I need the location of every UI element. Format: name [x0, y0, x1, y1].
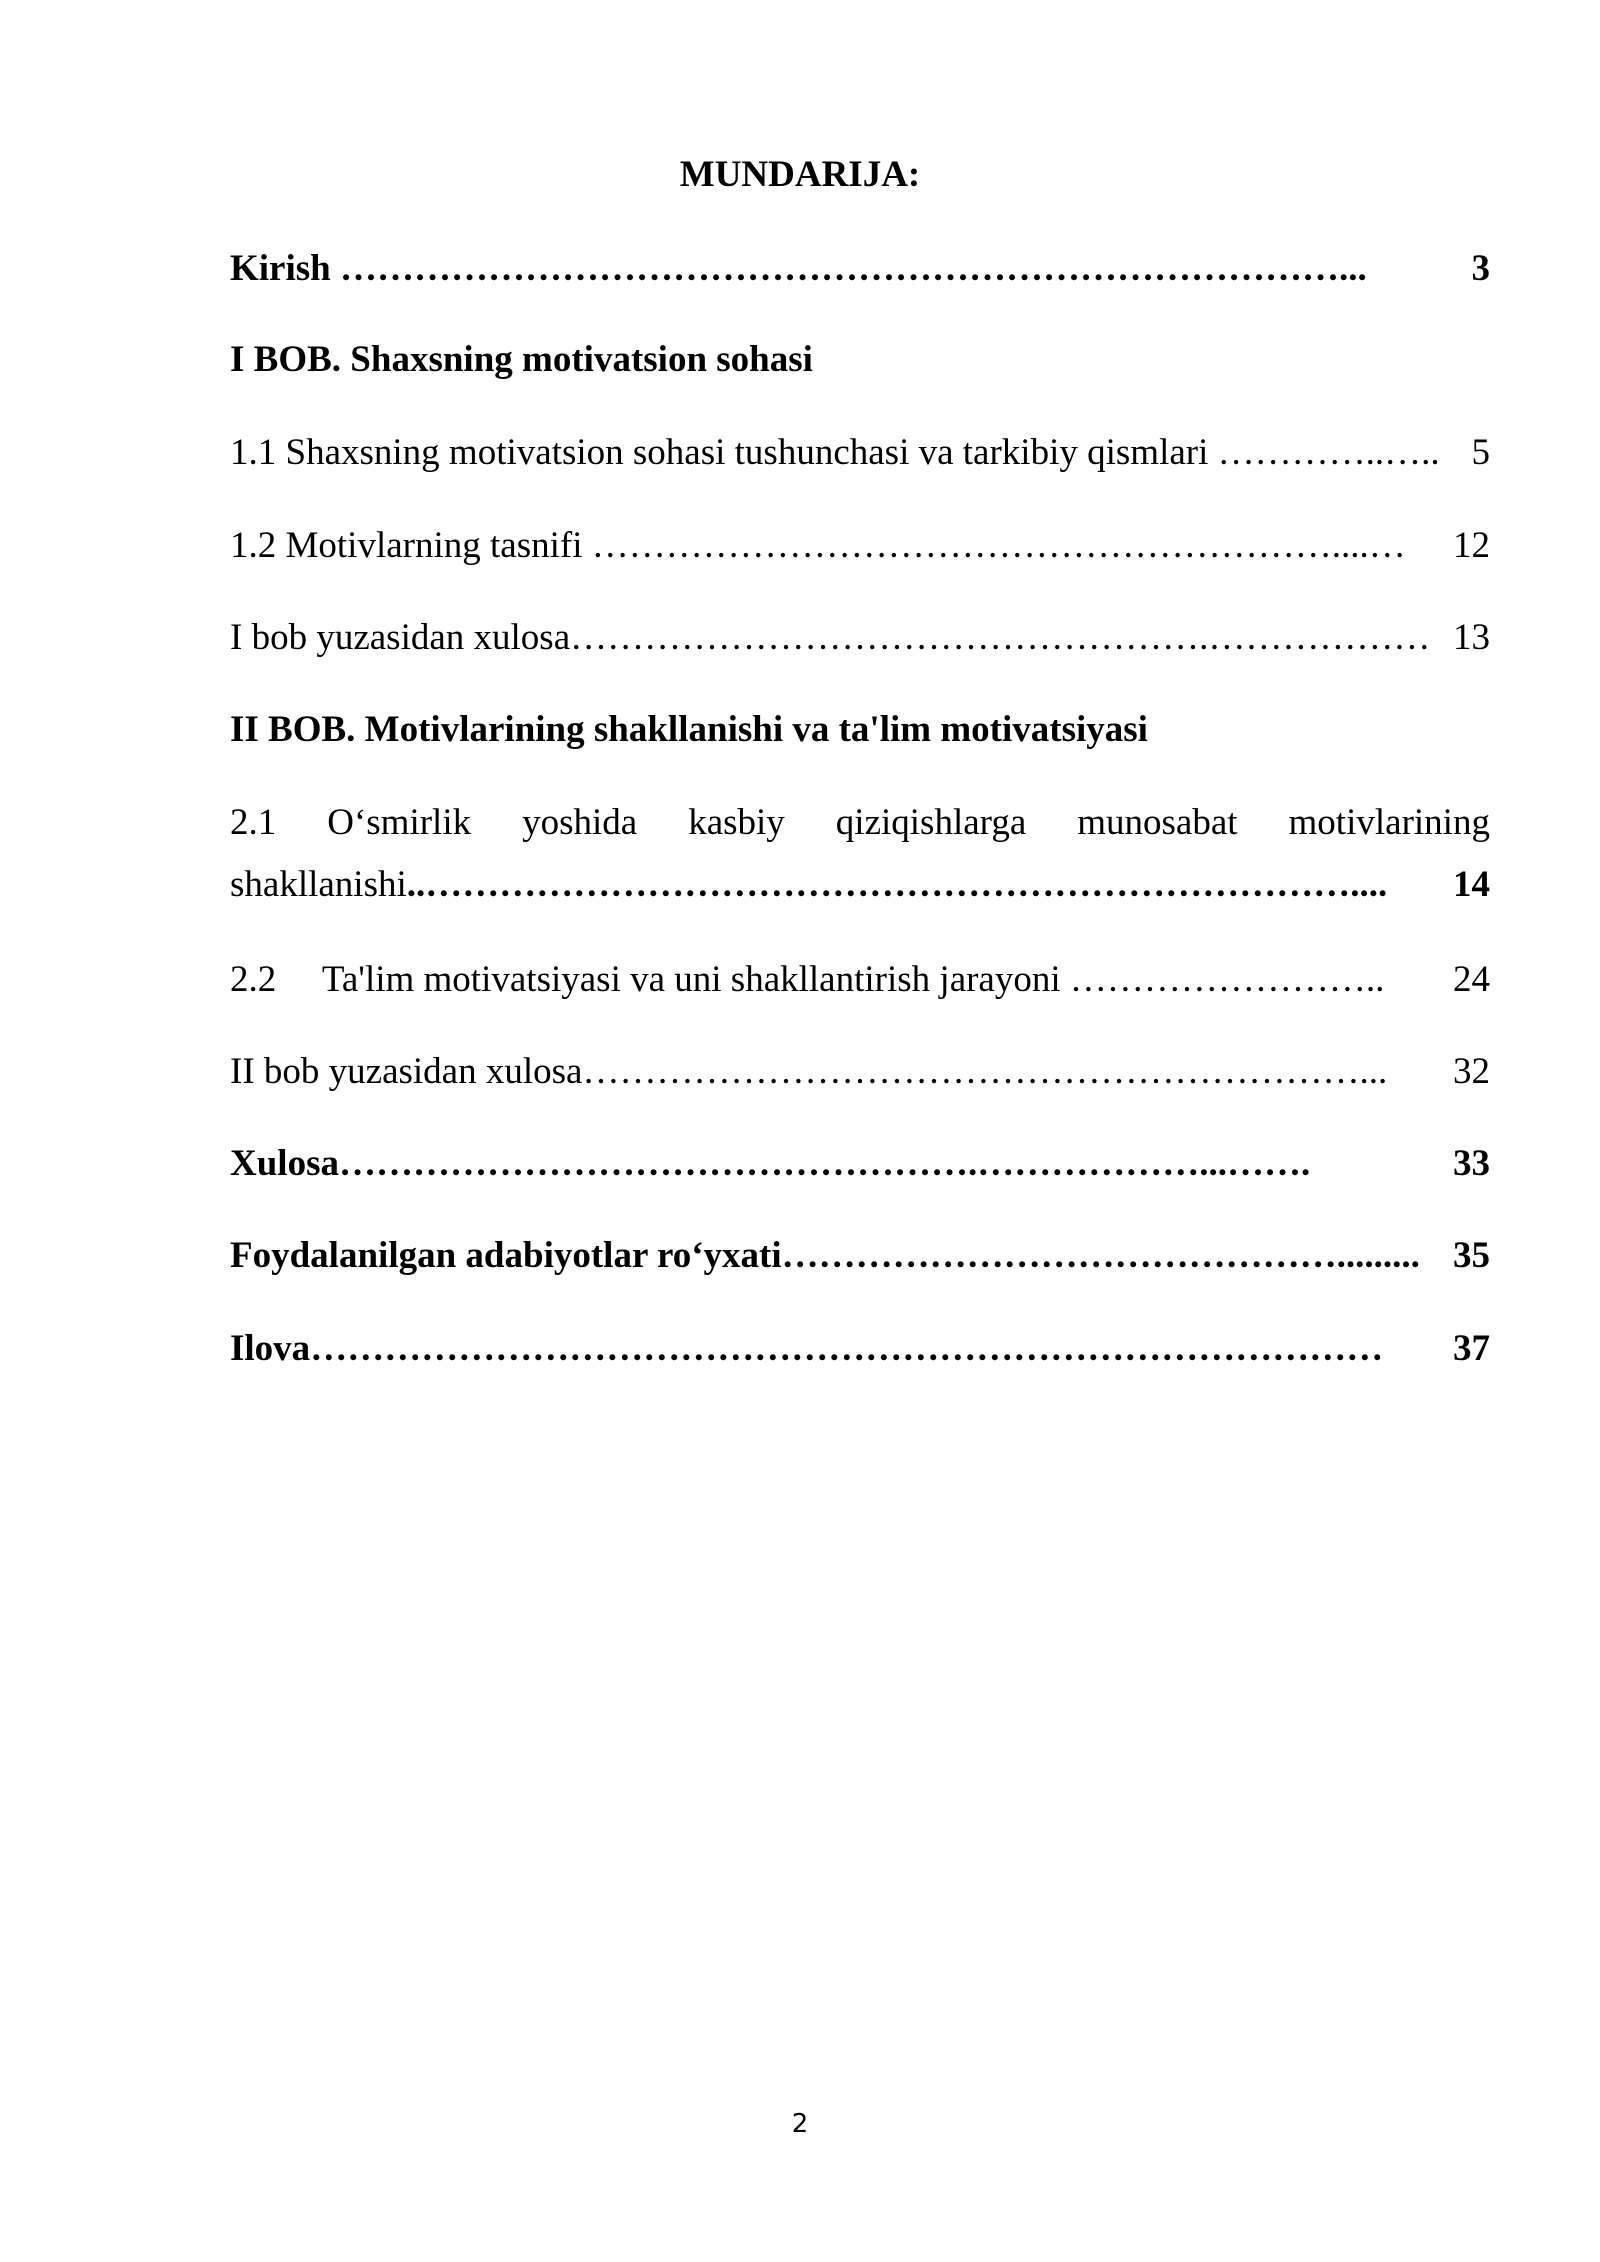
- toc-leader-dots: ………………………………………………………………………...: [340, 248, 1367, 289]
- toc-entry-bob2-xulosa: [230, 1049, 1490, 1095]
- toc-entry-1-1: [230, 430, 1490, 476]
- toc-entry-word: kasbiy: [688, 802, 785, 843]
- toc-entry-ilova: [230, 1326, 1490, 1372]
- toc-entry-label: Ilova: [230, 1328, 311, 1369]
- toc-entry-word: qiziqishlarga: [835, 802, 1027, 843]
- toc-entry-label: II bob yuzasidan xulosa: [230, 1051, 583, 1092]
- toc-page-number: 33: [1453, 1141, 1490, 1187]
- toc-entry-2-2: [230, 957, 1490, 1003]
- toc-leader-dots: …………………………………………….………………: [570, 617, 1431, 658]
- toc-page-number: 35: [1453, 1233, 1490, 1279]
- toc-page-number: 5: [1472, 430, 1491, 476]
- toc-page-number: 24: [1453, 957, 1490, 1003]
- toc-page-number: 37: [1453, 1326, 1490, 1372]
- toc-page-number: 12: [1453, 523, 1490, 569]
- toc-entry-label: Xulosa: [230, 1143, 339, 1184]
- toc-entry-2-1-second-line: [230, 862, 1490, 908]
- toc-entry-1-2: [230, 523, 1490, 569]
- toc-entry-label: I bob yuzasidan xulosa: [230, 617, 571, 658]
- chapter-heading-1: I BOB. Shaxsning motivatsion sohasi: [230, 339, 813, 380]
- toc-leader-dots: ………………………………………………………...: [582, 1051, 1388, 1092]
- toc-leader-dots: ..…………………………………………………………………....: [406, 864, 1388, 905]
- toc-page-number: 3: [1472, 246, 1491, 292]
- toc-entry-word: motivlarining: [1288, 802, 1490, 843]
- toc-entry-kirish: [230, 246, 1490, 292]
- toc-leader-dots: ……………………………………………………....…: [591, 525, 1406, 566]
- toc-entry-label: 1.2 Motivlarning tasnifi: [230, 525, 592, 566]
- toc-entry-word: 2.1: [230, 802, 277, 843]
- toc-page-number: 14: [1453, 862, 1490, 908]
- toc-entry-word: munosabat: [1077, 802, 1238, 843]
- page-number: 2: [791, 2109, 809, 2139]
- toc-entry-word: yoshida: [522, 802, 638, 843]
- toc-entry-adabiyotlar: [230, 1233, 1490, 1279]
- toc-entry-xulosa: [230, 1141, 1490, 1187]
- toc-leader-dots: ……………………..: [1069, 959, 1385, 1000]
- toc-leader-dots: …………………………………………….………………...…….: [338, 1143, 1311, 1184]
- toc-entry-word: O‘smirlik: [327, 802, 472, 843]
- page-title: MUNDARIJA:: [679, 154, 921, 195]
- toc-entry-label: shakllanishi: [230, 864, 407, 905]
- toc-entry-label: 1.1 Shaxsning motivatsion sohasi tushunchasi va tarkibiy qismlari: [230, 432, 1218, 473]
- toc-entry-label: 2.2 Ta'lim motivatsiyasi va uni shakllantirish jarayoni: [230, 959, 1070, 1000]
- toc-leader-dots: …………..…..: [1217, 432, 1440, 473]
- toc-page-number: 32: [1453, 1049, 1490, 1095]
- toc-leader-dots: ……………………………………….........: [781, 1235, 1420, 1276]
- toc-entry-label: Foydalanilgan adabiyotlar ro‘yxati: [230, 1235, 782, 1276]
- toc-leader-dots: ……………………………………………………………………………: [310, 1328, 1384, 1369]
- toc-entry-2-1-first-line: [230, 800, 1490, 846]
- chapter-heading-2: II BOB. Motivlarining shakllanishi va ta'lim motivatsiyasi: [230, 709, 1148, 750]
- toc-entry-label: Kirish: [230, 248, 340, 289]
- toc-page-number: 13: [1453, 615, 1490, 661]
- toc-entry-bob1-xulosa: [230, 615, 1490, 661]
